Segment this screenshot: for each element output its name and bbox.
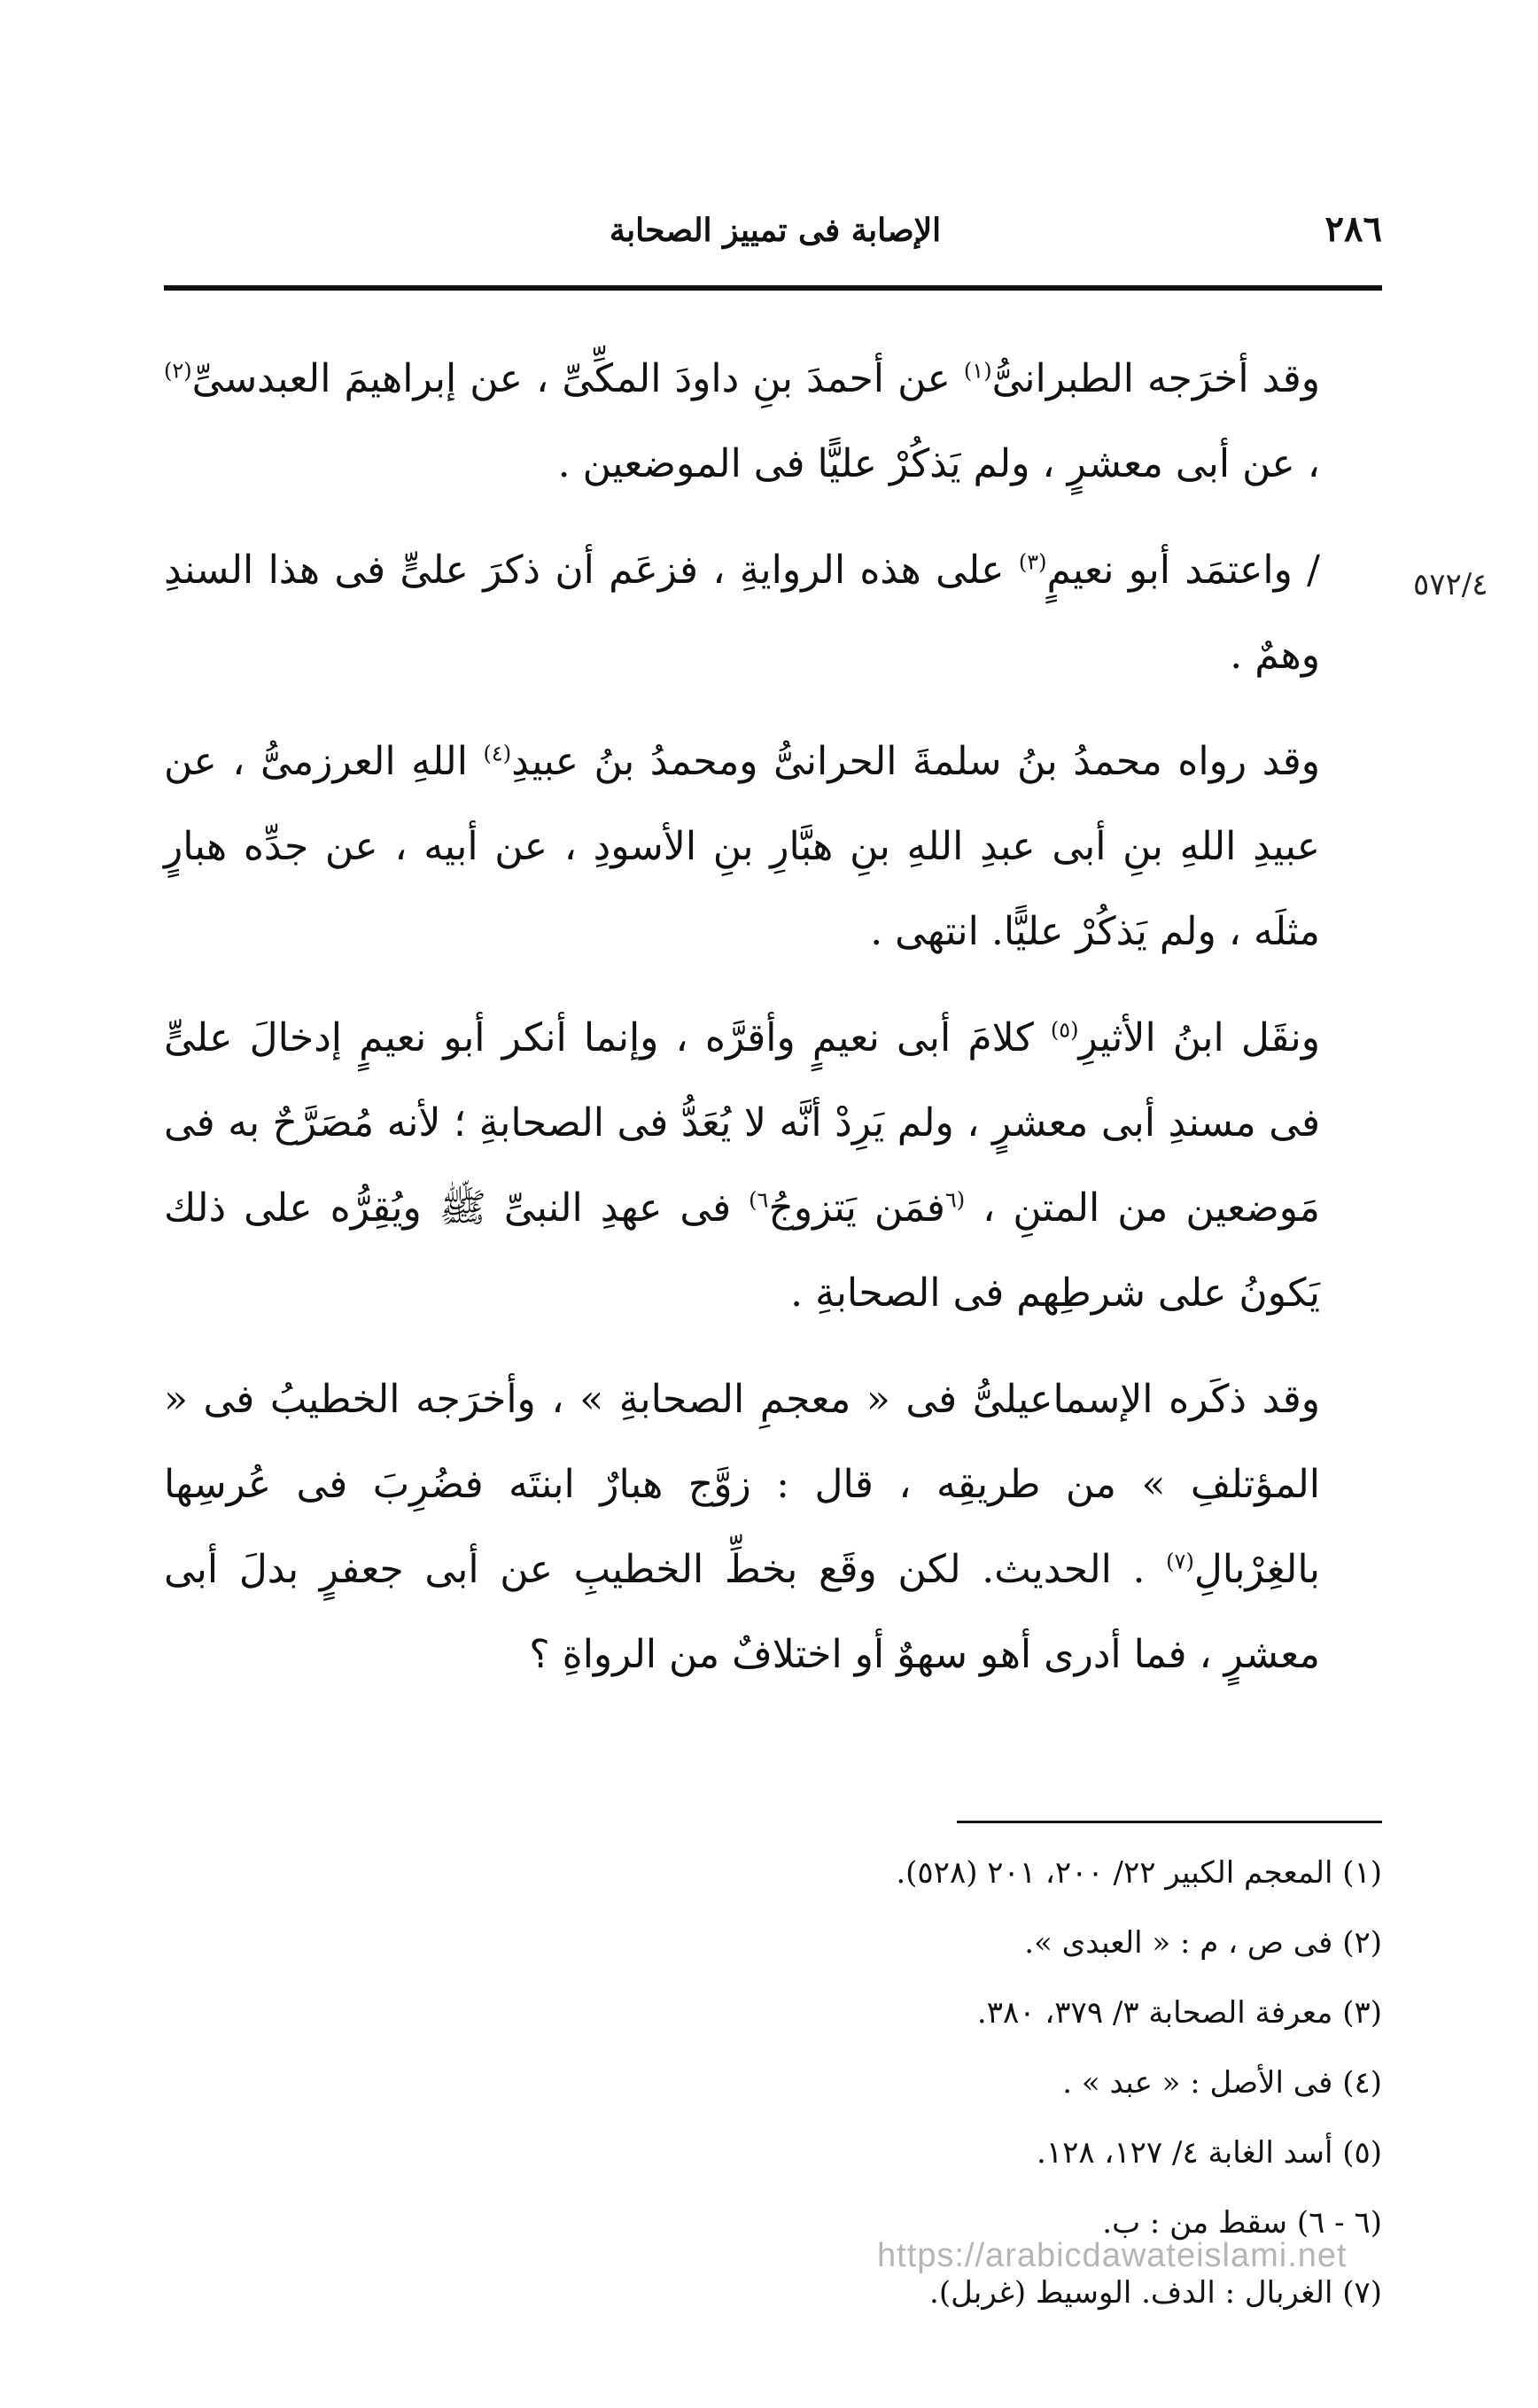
footnote-ref-5[interactable]: (٥): [1050, 1017, 1079, 1043]
footnote-4: (٤) فى الأصل : « عبد » .: [1062, 2065, 1382, 2101]
footnote-ref-2[interactable]: (٢): [164, 358, 192, 384]
footnote-2: (٢) فى ص ، م : « العبدى ».: [1024, 1925, 1382, 1961]
text-run: . الحديث. لكن وقَع بخطِّ الخطيبِ عن أبى جعفرٍ بدلَ أبى معشرٍ ، فما أدرى أهو سهوٌ أو اختلافٌ من الرواةِ ؟: [164, 1547, 1320, 1677]
main-text: [164, 337, 1382, 1697]
footnote-ref-6-close[interactable]: ٦): [749, 1187, 769, 1213]
text-run: وقد رواه محمدُ بنُ سلمةَ الحرانىُّ ومحمدُ بنُ عبيدِ: [511, 739, 1320, 784]
running-title: الإصابة فى تمييز الصحابة: [609, 212, 942, 249]
text-run: على هذه الروايةِ ، فزعَم أن ذكرَ علىٍّ فى هذا السندِ وهمٌ .: [164, 548, 1320, 678]
footnote-7: (٧) الغربال : الدف. الوسيط (غربل).: [929, 2275, 1382, 2311]
text-run: / واعتمَد أبو نعيمٍ: [1046, 548, 1321, 593]
text-run: ونقَل ابنُ الأثيرِ: [1078, 1015, 1320, 1060]
watermark-url: https://arabicdawateislami.net: [877, 2237, 1348, 2274]
text-run: اللهِ العرزمىُّ ، عن عبيدِ اللهِ بنِ أبى عبدِ اللهِ بنِ هبَّارِ بنِ الأسودِ ، عن أبيه ، عن جدِّه هبارٍ مثلَه ، ولم يَذكُرْ عليًّا. انتهى .: [164, 739, 1320, 954]
paragraph-1: [164, 337, 1382, 507]
footnote-3: (٣) معرفة الصحابة ٣/ ٣٧٩، ٣٨٠.: [976, 1995, 1382, 2031]
page-header: [164, 208, 1382, 261]
text-run: وقد أخرَجه الطبرانىُّ: [991, 356, 1321, 401]
footnote-1: (١) المعجم الكبير ٢٢/ ٢٠٠، ٢٠١ (٥٢٨).: [896, 1855, 1382, 1891]
footnote-ref-3[interactable]: (٣): [1018, 549, 1047, 575]
paragraph-5: [164, 1357, 1382, 1697]
footnote-ref-6-open[interactable]: (٦: [944, 1187, 966, 1213]
paragraph-4: [164, 996, 1382, 1336]
footnote-ref-7[interactable]: (٧): [1166, 1549, 1194, 1574]
text-run: وقد ذكَره الإسماعيلىُّ فى « معجمِ الصحابةِ » ، وأخرَجه الخطيبُ فى « المؤتلفِ » من طريقِه ، قال : زوَّج هبارٌ ابنتَه فضُرِبَ فى عُرسِها بالغِرْبالِ: [164, 1377, 1320, 1592]
footnote-5: (٥) أسد الغابة ٤/ ١٢٧، ١٢٨.: [1037, 2135, 1382, 2171]
text-run: فى عهدِ النبىِّ ﷺ ويُقِرُّه على ذلك يَكونُ على شرطِهم فى الصحابةِ .: [164, 1185, 1320, 1316]
footnote-rule: [957, 1821, 1382, 1823]
text-run: فمَن يَتزوجُ: [768, 1185, 945, 1231]
margin-reference: ٥٧٢/٤: [1413, 567, 1488, 602]
header-rule: [164, 285, 1382, 291]
text-run: ، عن أبى معشرٍ ، ولم يَذكُرْ عليًّا فى الموضعين .: [557, 441, 1320, 486]
footnote-ref-4[interactable]: (٤): [483, 741, 512, 766]
page-number: ٢٨٦: [1324, 208, 1382, 250]
footnote-6: (٦ - ٦) سقط من : ب.: [1102, 2205, 1382, 2241]
footnote-ref-1[interactable]: (١): [963, 358, 992, 384]
paragraph-3: [164, 719, 1382, 975]
paragraph-2: [164, 528, 1382, 698]
text-run: كلامَ أبى نعيمٍ وأقرَّه ، وإنما أنكر أبو نعيمٍ إدخالَ علىٍّ فى مسندِ أبى معشرٍ ، ولم يَرِدْ أنَّه لا يُعَدُّ فى الصحابةِ ؛ لأنه مُصَرَّحٌ به فى مَوضعين من المتنِ ،: [164, 1015, 1320, 1231]
text-run: عن أحمدَ بنِ داودَ المكِّىِّ ، عن إبراهيمَ العبدسىِّ: [191, 356, 964, 401]
